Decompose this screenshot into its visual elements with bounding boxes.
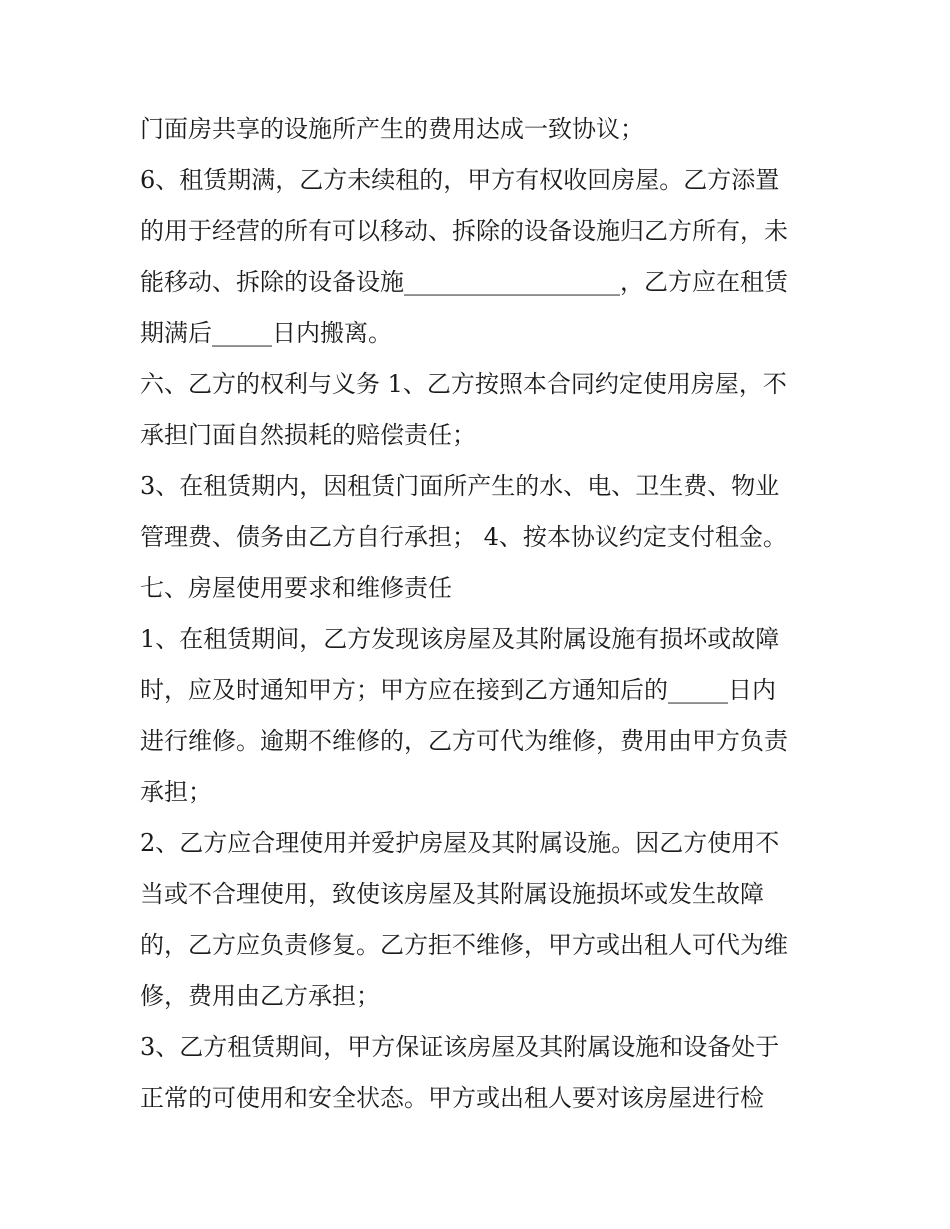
text-line: 能移动、拆除的设备设施__________________，乙方应在租赁 — [140, 268, 788, 296]
text-line: 时，应及时通知甲方；甲方应在接到乙方通知后的_____日内 — [140, 676, 776, 704]
text-line: 门面房共享的设施所产生的费用达成一致协议； — [140, 115, 644, 143]
text-line: 正常的可使用和安全状态。甲方或出租人要对该房屋进行检 — [140, 1084, 764, 1112]
text-line: 2、乙方应合理使用并爱护房屋及其附属设施。因乙方使用不 — [140, 829, 780, 857]
text-line: 期满后_____日内搬离。 — [140, 319, 392, 347]
text-line: 当或不合理使用，致使该房屋及其附属设施损坏或发生故障 — [140, 880, 764, 908]
text-line: 进行维修。逾期不维修的，乙方可代为维修，费用由甲方负责 — [140, 727, 788, 755]
text-line: 的，乙方应负责修复。乙方拒不维修，甲方或出租人可代为维 — [140, 931, 788, 959]
text-line: 6、租赁期满，乙方未续租的，甲方有权收回房屋。乙方添置 — [140, 166, 780, 194]
text-line: 的用于经营的所有可以移动、拆除的设备设施归乙方所有，未 — [140, 217, 788, 245]
section-heading-line: 六、乙方的权利与义务 1、乙方按照本合同约定使用房屋，不 — [140, 370, 787, 398]
text-line: 1、在租赁期间，乙方发现该房屋及其附属设施有损坏或故障 — [140, 625, 780, 653]
text-line: 管理费、债务由乙方自行承担； 4、按本协议约定支付租金。 — [140, 523, 787, 551]
text-line: 修，费用由乙方承担； — [140, 982, 380, 1010]
text-line: 承担门面自然损耗的赔偿责任； — [140, 421, 476, 449]
text-line: 3、在租赁期内，因租赁门面所产生的水、电、卫生费、物业 — [140, 472, 780, 500]
text-line: 承担； — [140, 778, 212, 806]
section-heading: 七、房屋使用要求和维修责任 — [140, 574, 452, 602]
text-line: 3、乙方租赁期间，甲方保证该房屋及其附属设施和设备处于 — [140, 1033, 780, 1061]
contract-text — [140, 104, 830, 1124]
